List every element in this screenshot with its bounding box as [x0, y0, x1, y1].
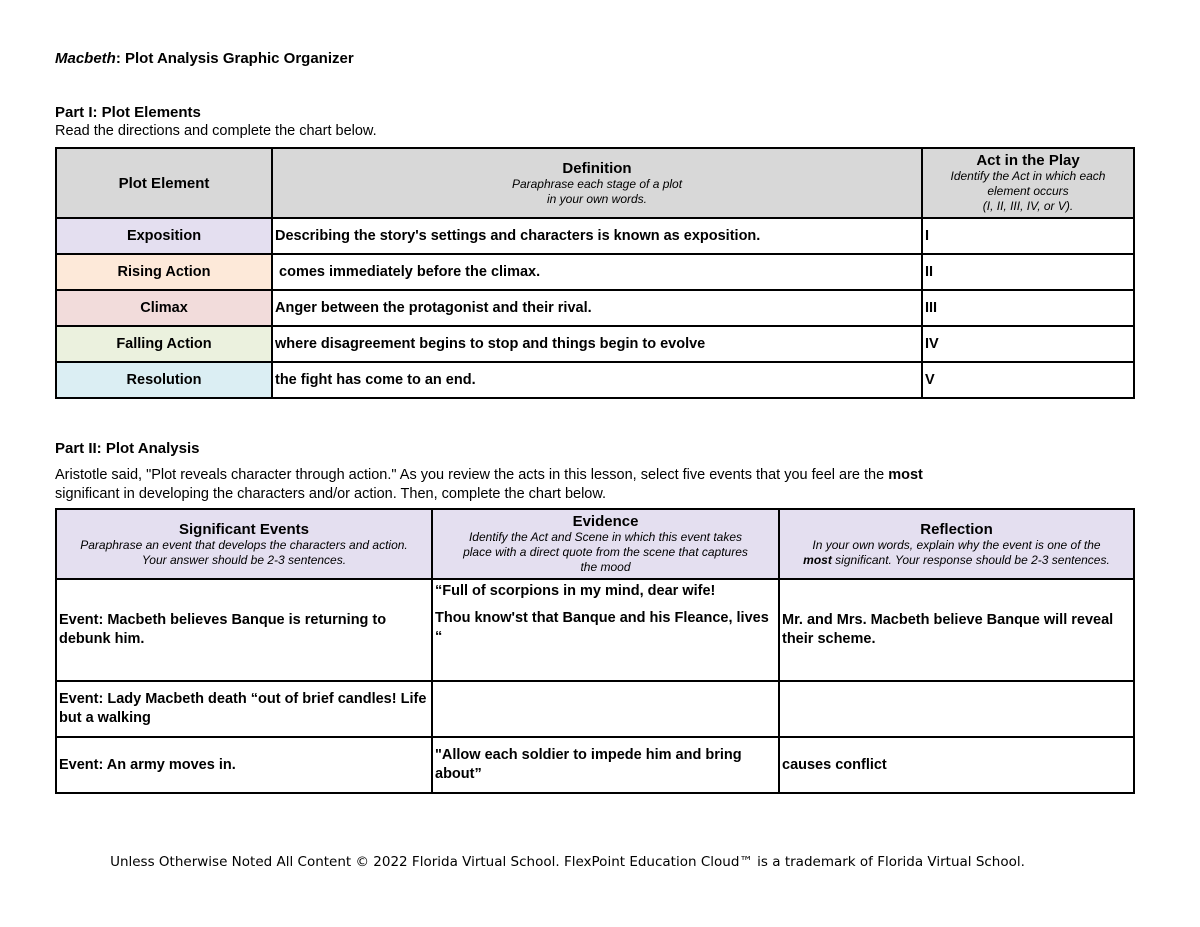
plot-element-cell: Resolution — [56, 362, 272, 398]
reflection-cell[interactable] — [779, 681, 1134, 737]
header-act: Act in the Play Identify the Act in which each element occurs (I, II, III, IV, or V). — [922, 148, 1134, 218]
act-cell[interactable]: I — [922, 218, 1134, 254]
part2-heading: Part II: Plot Analysis — [55, 440, 200, 457]
table-row — [56, 737, 1134, 793]
act-cell[interactable]: III — [922, 290, 1134, 326]
table-row — [56, 326, 1134, 362]
evidence-cell[interactable]: “Full of scorpions in my mind, dear wife! Thou know'st that Banque and his Fleance, lives “ — [432, 579, 779, 681]
plot-elements-table — [55, 147, 1135, 399]
definition-cell[interactable]: the fight has come to an end. — [272, 362, 922, 398]
header-reflection: Reflection In your own words, explain why the event is one of the most significant. Your response should be 2-3 sentences. — [779, 509, 1134, 579]
plot-analysis-table — [55, 508, 1135, 794]
definition-cell[interactable]: Anger between the protagonist and their rival. — [272, 290, 922, 326]
event-cell[interactable]: Event: An army moves in. — [56, 737, 432, 793]
act-cell[interactable]: V — [922, 362, 1134, 398]
definition-cell[interactable]: Describing the story's settings and characters is known as exposition. — [272, 218, 922, 254]
part1-directions: Read the directions and complete the chart below. — [55, 123, 377, 139]
plot-element-cell: Rising Action — [56, 254, 272, 290]
plot-elements-header-row — [56, 148, 1134, 218]
header-plot-element: Plot Element — [56, 148, 272, 218]
part2-directions: Aristotle said, "Plot reveals character through action." As you review the acts in this lesson, select five events that you feel are the most significant in developing the characters and/or action. Then, complete the chart below. — [55, 467, 923, 502]
table-row — [56, 254, 1134, 290]
plot-element-cell: Exposition — [56, 218, 272, 254]
header-evidence: Evidence Identify the Act and Scene in which this event takes place with a direct quote from the scene that captures the mood — [432, 509, 779, 579]
plot-element-cell: Climax — [56, 290, 272, 326]
table-row — [56, 290, 1134, 326]
plot-analysis-header-row — [56, 509, 1134, 579]
plot-element-cell: Falling Action — [56, 326, 272, 362]
evidence-cell[interactable] — [432, 681, 779, 737]
table-row — [56, 579, 1134, 681]
page-title — [55, 50, 354, 67]
table-row — [56, 218, 1134, 254]
reflection-cell[interactable]: Mr. and Mrs. Macbeth believe Banque will reveal their scheme. — [779, 579, 1134, 681]
definition-cell[interactable]: comes immediately before the climax. — [272, 254, 922, 290]
header-definition: Definition Paraphrase each stage of a plot in your own words. — [272, 148, 922, 218]
act-cell[interactable]: II — [922, 254, 1134, 290]
event-cell[interactable]: Event: Lady Macbeth death “out of brief candles! Life but a walking — [56, 681, 432, 737]
part1-heading: Part I: Plot Elements — [55, 104, 201, 121]
event-cell[interactable]: Event: Macbeth believes Banque is returning to debunk him. — [56, 579, 432, 681]
title-italic: Macbeth — [55, 50, 116, 67]
header-significant-events: Significant Events Paraphrase an event that develops the characters and action. Your answer should be 2-3 sentences. — [56, 509, 432, 579]
footer-copyright: Unless Otherwise Noted All Content © 2022 Florida Virtual School. FlexPoint Education Cloud™ is a trademark of Florida Virtual School. — [110, 854, 1025, 870]
reflection-cell[interactable]: causes conflict — [779, 737, 1134, 793]
table-row — [56, 681, 1134, 737]
definition-cell[interactable]: where disagreement begins to stop and things begin to evolve — [272, 326, 922, 362]
act-cell[interactable]: IV — [922, 326, 1134, 362]
evidence-cell[interactable]: "Allow each soldier to impede him and bring about” — [432, 737, 779, 793]
title-rest: : Plot Analysis Graphic Organizer — [115, 50, 354, 67]
table-row — [56, 362, 1134, 398]
